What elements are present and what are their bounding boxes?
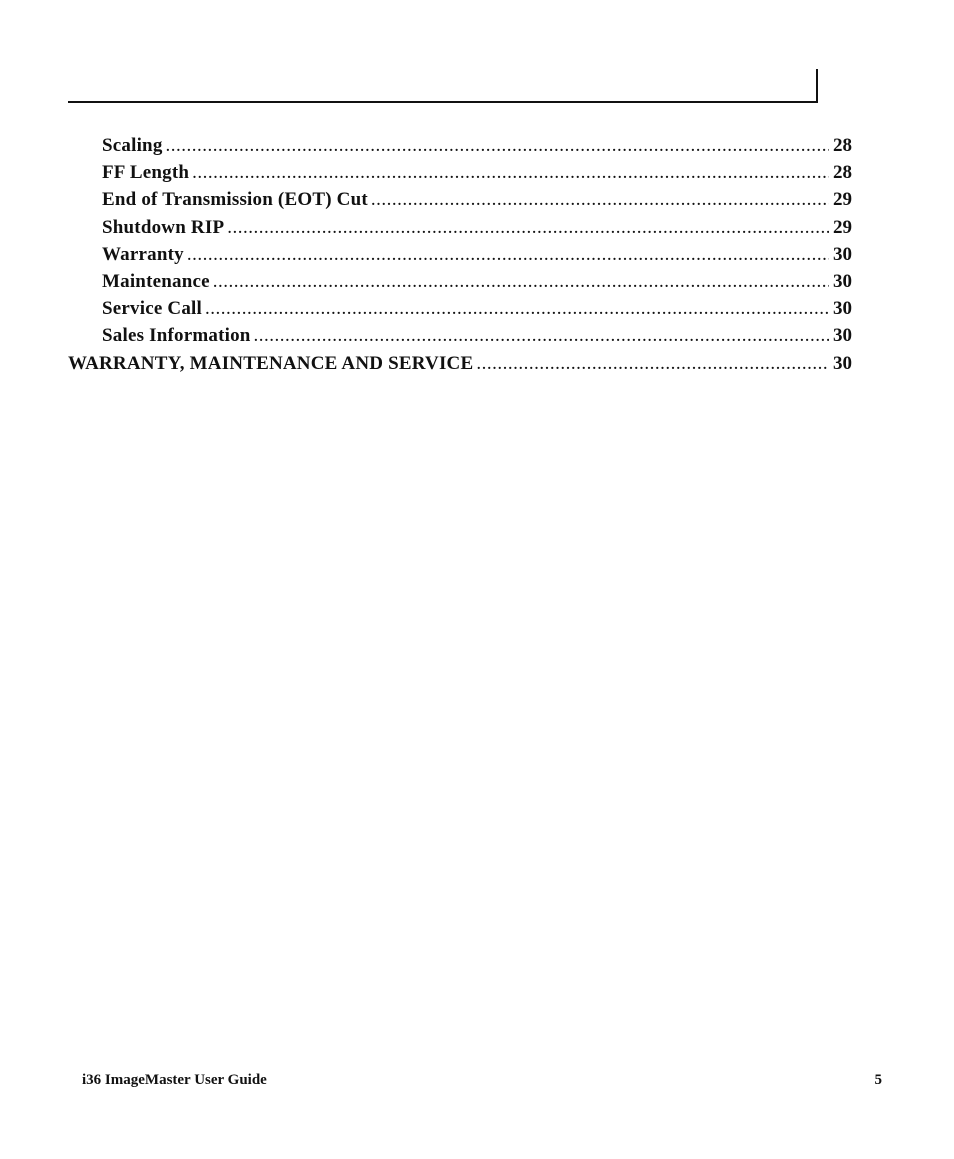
toc-entry-label: FF Length <box>102 162 190 184</box>
toc-entry-label: End of Transmission (EOT) Cut <box>102 189 368 211</box>
toc-dot-leader <box>205 298 829 320</box>
toc-entry-maintenance[interactable] <box>68 271 852 298</box>
toc-dot-leader <box>187 244 829 266</box>
toc-entry-ff-length[interactable] <box>68 162 852 189</box>
toc-entry-warranty[interactable] <box>68 244 852 271</box>
toc-entry-scaling[interactable] <box>68 135 852 162</box>
toc-entry-sales-information[interactable] <box>68 325 852 352</box>
toc-entry-label: Shutdown RIP <box>102 216 225 238</box>
toc-entry-page: 30 <box>833 270 852 292</box>
footer-document-title: i36 ImageMaster User Guide <box>82 1072 267 1088</box>
toc-entry-page: 28 <box>833 135 852 156</box>
toc-entry-label: Maintenance <box>102 270 210 292</box>
toc-dot-leader <box>192 162 829 184</box>
toc-entry-page: 29 <box>833 189 852 211</box>
toc-entry-page: 30 <box>833 325 852 347</box>
toc-dot-leader <box>166 135 829 157</box>
toc-entry-service-call[interactable] <box>68 298 852 325</box>
toc-entry-page: 30 <box>833 352 852 374</box>
toc-dot-leader <box>227 217 829 239</box>
toc-entry-label: Service Call <box>102 298 203 320</box>
toc-dot-leader <box>213 271 829 293</box>
toc-dot-leader <box>254 325 829 347</box>
toc-dot-leader <box>476 353 829 375</box>
toc-entry-label: Warranty <box>102 243 184 265</box>
header-rule-tick <box>816 69 818 103</box>
toc-dot-leader <box>371 189 829 211</box>
toc-entry-page: 28 <box>833 162 852 184</box>
toc-entry-eot-cut[interactable] <box>68 189 852 216</box>
table-of-contents <box>68 135 852 380</box>
toc-entry-warranty-maintenance-service[interactable] <box>68 353 852 380</box>
footer-page-number: 5 <box>874 1072 882 1088</box>
toc-entry-page: 30 <box>833 298 852 320</box>
toc-entry-label: Scaling <box>102 135 163 156</box>
toc-entry-page: 29 <box>833 216 852 238</box>
toc-entry-page: 30 <box>833 243 852 265</box>
toc-entry-label: Sales Information <box>102 325 251 347</box>
header-rule <box>68 101 818 103</box>
toc-entry-label: WARRANTY, MAINTENANCE AND SERVICE <box>68 352 474 374</box>
toc-entry-shutdown-rip[interactable] <box>68 217 852 244</box>
